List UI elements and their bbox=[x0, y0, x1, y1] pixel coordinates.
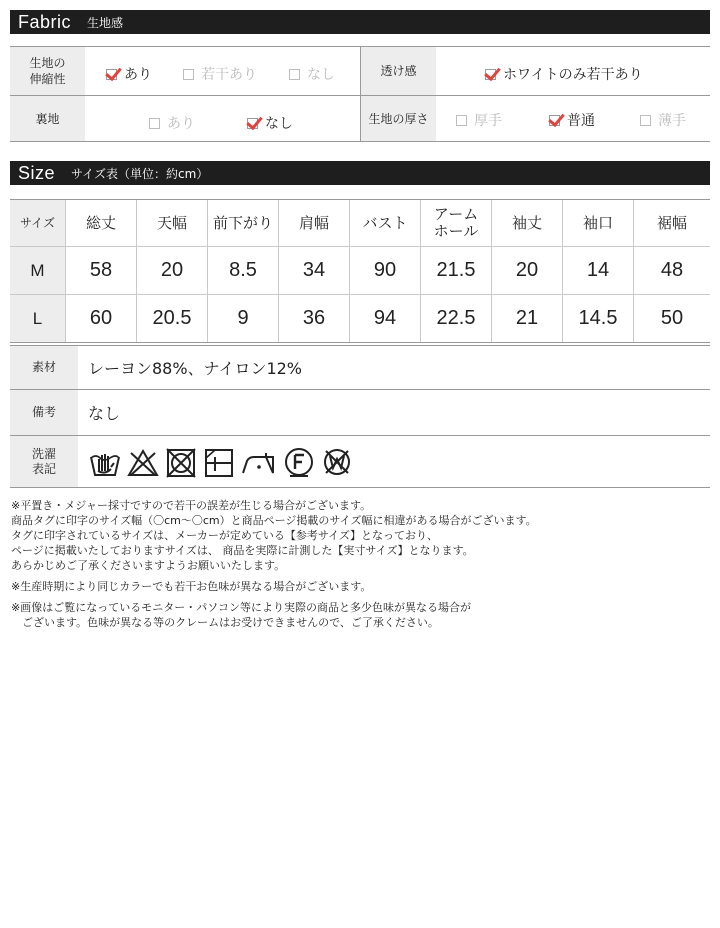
lining-label: 裏地 bbox=[10, 96, 85, 141]
no-wet-clean-icon bbox=[320, 445, 354, 479]
table-cell: 8.5 bbox=[208, 247, 279, 294]
table-cell: 20 bbox=[137, 247, 208, 294]
table-cell: 20 bbox=[492, 247, 563, 294]
material-label: 素材 bbox=[10, 346, 78, 389]
checkbox-empty-icon bbox=[640, 115, 651, 126]
size-subtitle: サイズ表（単位：約cm） bbox=[71, 166, 209, 181]
size-label: M bbox=[10, 247, 66, 294]
table-cell: 20.5 bbox=[137, 295, 208, 342]
table-cell: 9 bbox=[208, 295, 279, 342]
column-header: サイズ bbox=[10, 200, 66, 246]
table-cell: 48 bbox=[660, 259, 684, 281]
column-header: 裾幅 bbox=[656, 213, 687, 232]
table-cell: 21.5 bbox=[421, 247, 492, 294]
care-row bbox=[10, 436, 710, 487]
table-cell: 14 bbox=[563, 247, 634, 294]
table-cell: 50 bbox=[660, 307, 684, 329]
care-symbols bbox=[78, 436, 710, 487]
checkbox-checked-icon bbox=[247, 118, 258, 129]
no-tumble-dry-icon bbox=[164, 445, 198, 479]
checkbox-empty-icon bbox=[456, 115, 467, 126]
note-line: 商品タグに印字のサイズ幅（〇cm〜〇cm）と商品ページ掲載のサイズ幅に相違がある場合がございます。 bbox=[11, 514, 537, 527]
checkbox-checked-icon bbox=[549, 115, 560, 126]
table-cell: 36 bbox=[279, 295, 350, 342]
column-header: 総丈 bbox=[66, 200, 137, 246]
hand-wash-icon bbox=[88, 445, 122, 479]
thickness-option-thick[interactable]: 厚手 bbox=[456, 110, 502, 130]
note-line: ございます。色味が異なる等のクレームはお受けできませんので、ご了承ください。 bbox=[11, 616, 439, 629]
low-iron-icon bbox=[240, 445, 278, 479]
checkbox-checked-icon bbox=[485, 69, 496, 80]
line-dry-shade-icon bbox=[202, 445, 236, 479]
checkbox-empty-icon bbox=[149, 118, 160, 129]
note-line: タグに印字されているサイズは、メーカーが定めている【参考サイズ】となっており、 bbox=[11, 529, 439, 542]
checkbox-checked-icon bbox=[106, 69, 117, 80]
size-table bbox=[10, 199, 710, 343]
table-row bbox=[10, 295, 710, 342]
column-header: 天幅 bbox=[137, 200, 208, 246]
checkbox-empty-icon bbox=[183, 69, 194, 80]
size-header bbox=[10, 161, 710, 185]
table-cell: 58 bbox=[66, 247, 137, 294]
fabric-subtitle: 生地感 bbox=[87, 15, 124, 30]
material-value: レーヨン88%、ナイロン12% bbox=[88, 359, 303, 378]
remarks-value: なし bbox=[88, 404, 121, 423]
fabric-title: Fabric bbox=[18, 11, 72, 32]
table-cell: 60 bbox=[66, 295, 137, 342]
notes bbox=[11, 498, 711, 630]
column-header: 袖丈 bbox=[492, 200, 563, 246]
note-line: あらかじめご了承くださいますようお願いいたします。 bbox=[11, 559, 286, 572]
note-line: ※画像はご覧になっているモニター・パソコン等により実際の商品と多少色味が異なる場合が bbox=[11, 601, 471, 614]
stretch-option-none[interactable]: なし bbox=[289, 64, 335, 84]
size-label: L bbox=[10, 295, 66, 342]
table-cell: 90 bbox=[350, 247, 421, 294]
table-row bbox=[10, 247, 710, 294]
dry-clean-f-icon bbox=[282, 445, 316, 479]
info-table bbox=[10, 345, 710, 488]
column-header: バスト bbox=[350, 200, 421, 246]
table-cell: 22.5 bbox=[421, 295, 492, 342]
fabric-header bbox=[10, 10, 710, 34]
lining-option-no[interactable]: なし bbox=[247, 113, 293, 133]
column-header: 袖口 bbox=[563, 200, 634, 246]
table-cell: 14.5 bbox=[563, 295, 634, 342]
material-row bbox=[10, 346, 710, 389]
note-line: ※平置き・メジャー採寸ですので若干の誤差が生じる場合がございます。 bbox=[11, 499, 372, 512]
lining-option-yes[interactable]: あり bbox=[149, 113, 195, 133]
care-label: 洗濯 表記 bbox=[10, 436, 78, 487]
fabric-table bbox=[10, 46, 710, 142]
column-header: 肩幅 bbox=[279, 200, 350, 246]
size-table-header bbox=[10, 200, 710, 246]
remarks-row bbox=[10, 390, 710, 435]
size-title: Size bbox=[18, 162, 56, 183]
sheer-option[interactable]: ホワイトのみ若干あり bbox=[485, 64, 643, 84]
no-bleach-icon bbox=[126, 445, 160, 479]
stretch-label: 生地の 伸縮性 bbox=[10, 47, 85, 95]
column-header: 前下がり bbox=[208, 200, 279, 246]
note-line: ページに掲載いたしておりますサイズは、 商品を実際に計測した【実寸サイズ】となります。 bbox=[11, 544, 474, 557]
sheer-label: 透け感 bbox=[361, 47, 436, 95]
note-line: ※生産時期により同じカラーでも若干お色味が異なる場合がございます。 bbox=[11, 580, 372, 593]
thickness-label: 生地の厚さ bbox=[361, 96, 436, 141]
table-cell: 94 bbox=[350, 295, 421, 342]
stretch-option-slight[interactable]: 若干あり bbox=[183, 64, 257, 84]
stretch-option-yes[interactable]: あり bbox=[106, 64, 152, 84]
table-cell: 21 bbox=[492, 295, 563, 342]
thickness-option-thin[interactable]: 薄手 bbox=[640, 110, 686, 130]
thickness-option-normal[interactable]: 普通 bbox=[549, 110, 595, 130]
remarks-label: 備考 bbox=[10, 390, 78, 435]
checkbox-empty-icon bbox=[289, 69, 300, 80]
column-header: アーム ホール bbox=[421, 200, 492, 246]
table-cell: 34 bbox=[279, 247, 350, 294]
